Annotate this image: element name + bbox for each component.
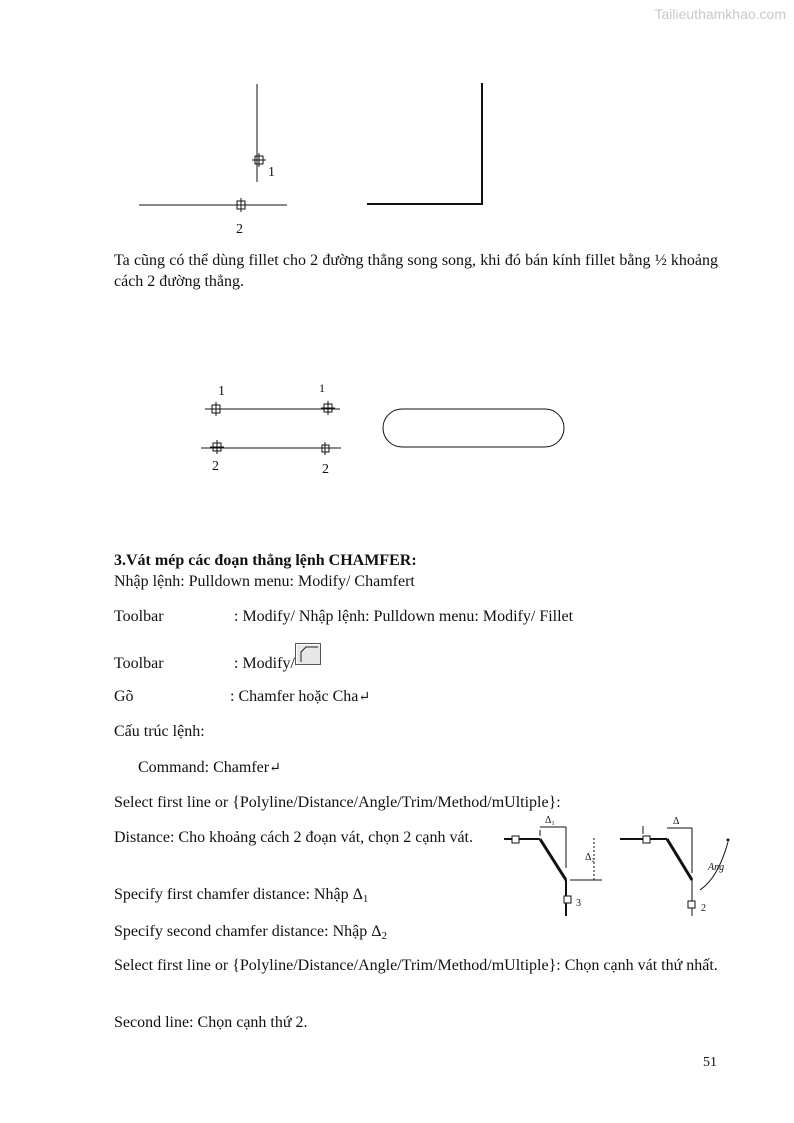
toolbar-value: : Modify/ xyxy=(234,655,295,672)
first-distance-line xyxy=(114,884,368,910)
pick-box xyxy=(643,836,650,843)
pick-marker-2 xyxy=(234,198,248,212)
type-value: : Chamfer hoặc Cha xyxy=(230,688,359,705)
chamfer-distance-diagram xyxy=(504,815,602,916)
menu-line: Nhập lệnh: Pulldown menu: Modify/ Chamfert xyxy=(114,573,415,590)
type-line xyxy=(114,686,370,708)
type-label: Gõ xyxy=(114,688,134,705)
toolbar-label: Toolbar xyxy=(114,655,164,672)
first-distance-text: Specify first chamfer distance: Nhập Δ xyxy=(114,886,363,903)
chamfer-tool-icon[interactable] xyxy=(295,643,321,665)
toolbar-line-1 xyxy=(114,606,573,627)
select-chamfer-line: Select first line or {Polyline/Distance/Angle/Trim/Method/mUltiple}: Chọn cạnh vát thứ nhất. xyxy=(114,957,718,974)
pick-marker-bottom-left xyxy=(210,440,224,454)
label-bottom-left: 2 xyxy=(212,459,219,474)
command-text: Command: Chamfer xyxy=(138,759,270,776)
label-2: 2 xyxy=(701,903,706,914)
page-number: 51 xyxy=(703,1055,717,1070)
return-symbol: ↵ xyxy=(269,761,281,776)
pick-marker-bottom-right xyxy=(319,442,332,455)
chamfer-figure xyxy=(490,808,740,923)
delta2-label: Δ₂ xyxy=(585,852,595,863)
toolbar-value: : Modify/ Nhập lệnh: Pulldown menu: Modify/ Fillet xyxy=(234,608,574,625)
structure-line: Cấu trúc lệnh: xyxy=(114,723,205,740)
label-1: 1 xyxy=(268,165,275,180)
subscript-1: 1 xyxy=(362,893,369,905)
paragraph-parallel: Ta cũng có thể dùng fillet cho 2 đường thẳng song song, khi đó bán kính fillet bằng ½ khoảng cách 2 đường thẳng. xyxy=(114,252,718,290)
second-line: Second line: Chọn cạnh thứ 2. xyxy=(114,1014,308,1031)
filleted-slot xyxy=(383,409,564,447)
delta1-label: Δ₁ xyxy=(545,815,555,826)
pick-box xyxy=(512,836,519,843)
toolbar-line-2 xyxy=(114,649,321,674)
label-top-left: 1 xyxy=(218,384,225,399)
command-line xyxy=(138,757,281,779)
second-distance-text: Specify second chamfer distance: Nhập Δ xyxy=(114,923,382,940)
fillet-lines-figure xyxy=(130,78,500,243)
delta-label: Δ xyxy=(673,816,680,827)
pick-box xyxy=(564,896,571,903)
pick-marker-top-right xyxy=(321,401,335,415)
fillet-result xyxy=(367,83,482,204)
subscript-2: 2 xyxy=(381,930,388,942)
pick-marker-top-left xyxy=(209,402,223,416)
watermark: Tailieuthamkhao.com xyxy=(654,6,786,22)
label-2: 2 xyxy=(236,222,243,237)
angle-label: Ang xyxy=(708,862,725,873)
chamfer-angle-diagram xyxy=(620,816,730,916)
distance-description: Distance: Cho khoảng cách 2 đoạn vát, chọn 2 cạnh vát. xyxy=(114,829,473,846)
label-top-right: 1 xyxy=(319,381,325,395)
section-heading: 3.Vát mép các đoạn thẳng lệnh CHAMFER: xyxy=(114,552,417,569)
label-bottom-right: 2 xyxy=(322,462,329,477)
pick-marker-1 xyxy=(252,153,266,167)
return-symbol: ↵ xyxy=(358,690,371,705)
second-distance-line xyxy=(114,921,387,947)
parallel-fillet-figure xyxy=(195,378,575,480)
toolbar-label: Toolbar xyxy=(114,608,164,625)
pick-box xyxy=(688,901,695,908)
label-3: 3 xyxy=(576,898,581,909)
select-first-line: Select first line or {Polyline/Distance/Angle/Trim/Method/mUltiple}: xyxy=(114,794,561,811)
